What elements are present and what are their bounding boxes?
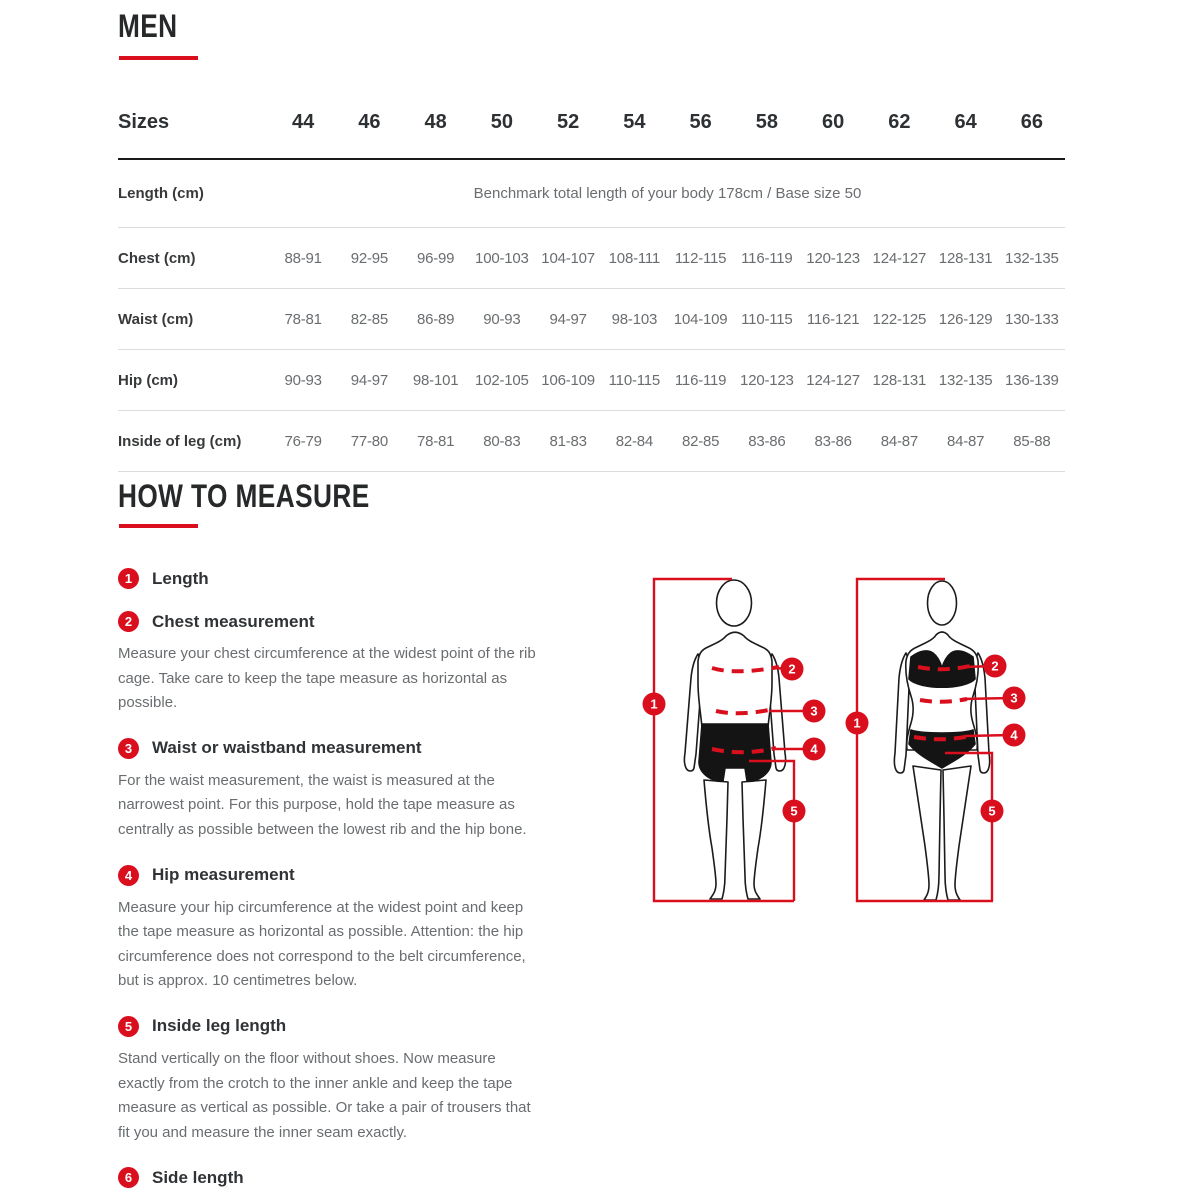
size-column-header: 58 — [755, 110, 778, 133]
step-title: Inside leg length — [152, 1016, 287, 1036]
marker-label-4: 4 — [810, 741, 818, 757]
man-body-outline — [684, 580, 785, 899]
size-column-header: 66 — [1020, 110, 1043, 133]
value-cell: 104-107 — [541, 249, 595, 267]
value-cell: 130-133 — [1005, 310, 1059, 328]
value-cell: 132-135 — [938, 371, 993, 389]
table-row-hip — [118, 350, 1065, 411]
value-cell: 84-87 — [880, 432, 919, 450]
step-number-badge: 3 — [118, 738, 139, 759]
step-description: Measure your chest circumference at the widest point of the rib cage. Take care to keep the tape measure as horizontal as possible. — [118, 645, 536, 712]
man-figure-diagram — [628, 558, 843, 918]
value-cell: 85-88 — [1013, 432, 1051, 450]
value-cell: 136-139 — [1005, 371, 1059, 389]
marker-label-5: 5 — [790, 803, 798, 819]
value-cell: 82-84 — [615, 432, 654, 450]
measure-step-side-length — [118, 1167, 546, 1188]
how-to-measure-heading-text: HOW TO MEASURE — [118, 478, 370, 514]
measure-steps-list — [118, 556, 546, 1188]
marker-label-2: 2 — [991, 658, 999, 674]
value-cell: 104-109 — [673, 310, 728, 328]
value-cell: 83-86 — [748, 432, 786, 450]
row-label: Length (cm) — [118, 185, 204, 202]
step-title: Chest measurement — [152, 611, 315, 631]
measurement-diagrams — [628, 558, 1058, 920]
men-section-heading — [118, 8, 191, 45]
value-cell: 120-123 — [740, 371, 794, 389]
value-cell: 132-135 — [1005, 249, 1059, 267]
sizes-header-label: Sizes — [118, 110, 170, 133]
value-cell: 86-89 — [416, 310, 455, 328]
men-heading-underline — [119, 56, 198, 60]
how-to-measure-underline — [119, 524, 198, 528]
step-title: Length — [152, 568, 209, 588]
value-cell: 128-131 — [938, 249, 993, 267]
value-cell: 98-101 — [412, 371, 459, 389]
step-title: Side length — [152, 1167, 244, 1187]
value-cell: 82-85 — [350, 310, 389, 328]
value-cell: 116-121 — [806, 310, 860, 328]
size-column-header: 50 — [490, 110, 513, 133]
value-cell: 94-97 — [549, 310, 587, 328]
length-benchmark-text: Benchmark total length of your body 178cm / Base size 50 — [473, 185, 862, 202]
value-cell: 83-86 — [814, 432, 852, 450]
row-label: Inside of leg (cm) — [118, 432, 242, 450]
step-title: Waist or waistband measurement — [152, 738, 422, 758]
value-cell: 100-103 — [475, 249, 529, 267]
value-cell: 108-111 — [608, 249, 661, 267]
size-column-header: 44 — [292, 110, 315, 133]
value-cell: 94-97 — [350, 371, 389, 389]
size-column-header: 46 — [358, 110, 381, 133]
size-column-header: 64 — [954, 110, 977, 133]
value-cell: 120-123 — [806, 249, 860, 267]
value-cell: 76-79 — [284, 432, 322, 450]
row-label: Hip (cm) — [118, 371, 178, 389]
size-column-header: 52 — [557, 110, 580, 133]
step-description: Measure your hip circumference at the widest point and keep the tape measure as horizontal as possible. Attention: the hip circumference does not correspond to the belt circumference, but is approx. 10 centimetres below. — [118, 898, 526, 990]
value-cell: 90-93 — [483, 310, 521, 328]
row-label: Chest (cm) — [118, 249, 196, 267]
measure-step-hip — [118, 865, 546, 886]
value-cell: 77-80 — [350, 432, 389, 450]
marker-label-1: 1 — [853, 715, 861, 731]
marker-label-1: 1 — [650, 696, 658, 712]
step-description: For the waist measurement, the waist is measured at the narrowest point. For this purpose, hold the tape measure as centrally as possible between the lowest rib and the hip bone. — [118, 771, 527, 838]
value-cell: 90-93 — [284, 371, 322, 389]
value-cell: 78-81 — [416, 432, 455, 450]
value-cell: 110-115 — [741, 310, 793, 328]
value-cell: 78-81 — [284, 310, 322, 328]
step-title: Hip measurement — [152, 865, 295, 885]
value-cell: 110-115 — [608, 371, 661, 389]
value-cell: 116-119 — [674, 371, 727, 389]
size-column-header: 54 — [623, 110, 646, 133]
value-cell: 98-103 — [611, 310, 658, 328]
value-cell: 102-105 — [475, 371, 529, 389]
measure-step-inside-leg — [118, 1016, 546, 1037]
measure-step-waist — [118, 738, 546, 759]
value-cell: 84-87 — [946, 432, 985, 450]
measure-step-chest — [118, 611, 546, 632]
size-column-header: 62 — [888, 110, 911, 133]
value-cell: 116-119 — [741, 249, 793, 267]
how-to-measure-heading — [118, 478, 425, 515]
men-heading-text: MEN — [118, 8, 178, 44]
value-cell: 81-83 — [549, 432, 587, 450]
table-header-row — [118, 86, 1065, 160]
size-column-header: 56 — [689, 110, 712, 133]
marker-label-2: 2 — [788, 661, 796, 677]
table-row-waist — [118, 289, 1065, 350]
value-cell: 124-127 — [806, 371, 860, 389]
marker-label-3: 3 — [810, 703, 818, 719]
size-column-header: 48 — [424, 110, 447, 133]
woman-figure-diagram — [845, 558, 1040, 918]
men-size-table — [118, 86, 1065, 472]
marker-label-5: 5 — [988, 803, 996, 819]
value-cell: 80-83 — [483, 432, 521, 450]
measure-step-length — [118, 568, 546, 589]
step-number-badge: 4 — [118, 865, 139, 886]
step-number-badge: 2 — [118, 611, 139, 632]
step-description: Stand vertically on the floor without shoes. Now measure exactly from the crotch to the inner ankle and keep the tape measure as vertical as possible. Or take a pair of trousers that fit you and measure the inner seam exactly. — [118, 1049, 531, 1141]
marker-label-3: 3 — [1010, 690, 1018, 706]
value-cell: 124-127 — [872, 249, 927, 267]
value-cell: 126-129 — [938, 310, 993, 328]
value-cell: 92-95 — [350, 249, 389, 267]
value-cell: 96-99 — [416, 249, 455, 267]
step-number-badge: 5 — [118, 1016, 139, 1037]
value-cell: 82-85 — [681, 432, 720, 450]
table-row-inside-leg — [118, 411, 1065, 472]
value-cell: 112-115 — [674, 249, 727, 267]
value-cell: 88-91 — [284, 249, 322, 267]
size-column-header: 60 — [822, 110, 845, 133]
step-number-badge: 6 — [118, 1167, 139, 1188]
value-cell: 128-131 — [872, 371, 927, 389]
table-row-length — [118, 160, 1065, 228]
marker-label-4: 4 — [1010, 727, 1018, 743]
step-number-badge: 1 — [118, 568, 139, 589]
row-label: Waist (cm) — [118, 310, 194, 328]
value-cell: 122-125 — [872, 310, 927, 328]
value-cell: 106-109 — [541, 371, 595, 389]
table-row-chest — [118, 228, 1065, 289]
